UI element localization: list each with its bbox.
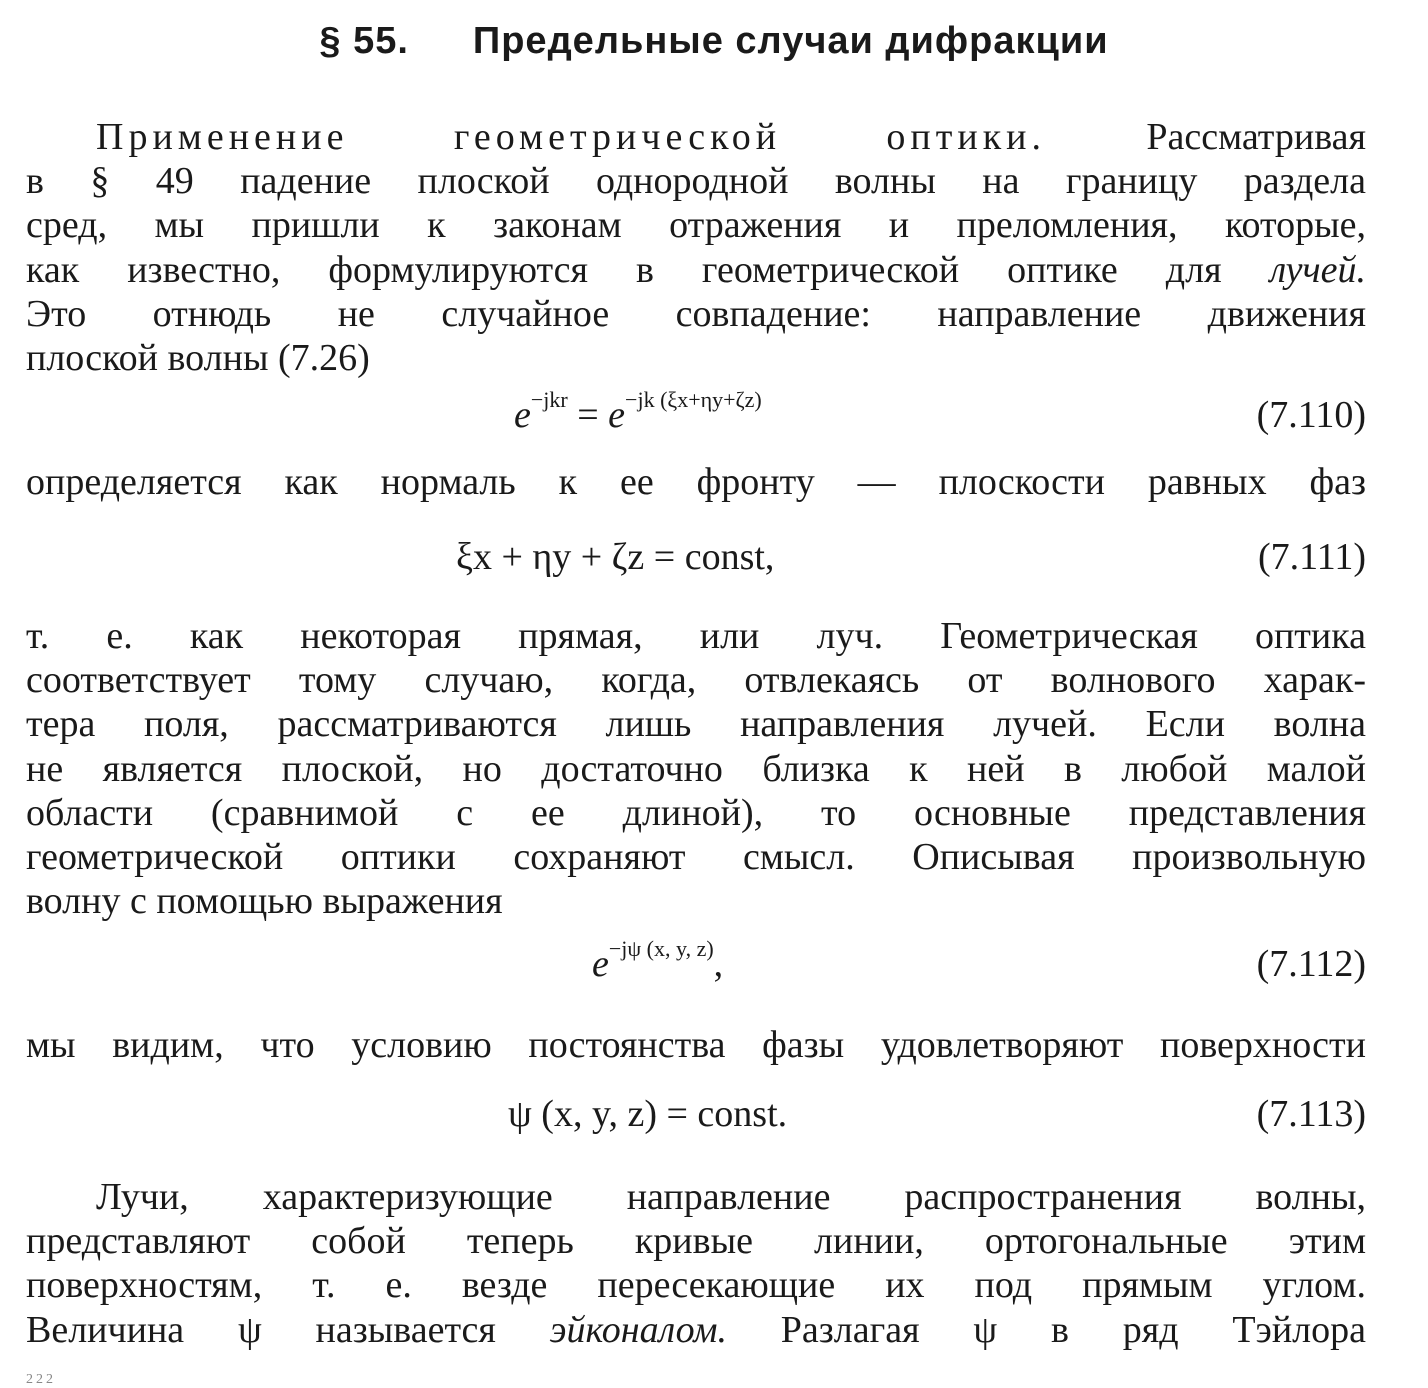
text-line: соответствует тому случаю, когда, отвлекаясь от волнового харак- (26, 659, 1366, 702)
equation-7-110 (26, 387, 1366, 443)
paragraph-lead: Применение геометрической оптики. (96, 116, 1046, 158)
equation-7-113 (26, 1092, 1366, 1142)
paragraph-geometric-optics-intro (26, 115, 1366, 380)
page-number: 222 (26, 1372, 56, 1387)
text-line: поверхностям, т. е. везде пересекающие их под прямым углом. (26, 1264, 1366, 1307)
paragraph-eikonal (26, 1175, 1366, 1352)
text-line: тера поля, рассматриваются лишь направления лучей. Если волна (26, 703, 1366, 746)
text-line: области (сравнимой с ее длиной), то основные представления (26, 791, 1366, 834)
text-line: волну с помощью выражения (26, 880, 503, 923)
equation-7-112 (26, 936, 1366, 992)
equation-number: (7.113) (1256, 1093, 1366, 1135)
equation-formula: ξx + ηy + ζz = const, (456, 536, 775, 578)
text-line: мы видим, что условию постоянства фазы удовлетворяют поверхности (26, 1024, 1366, 1066)
text-line: Лучи, характеризующие направление распространения волны, (96, 1176, 1366, 1218)
text-line: определяется как нормаль к ее фронту — плоскости равных фаз (26, 461, 1366, 503)
text-line: Применение геометрической оптики. Рассматривая (96, 116, 1366, 158)
section-heading (0, 20, 1428, 63)
text-line: сред, мы пришли к законам отражения и преломления, которые, (26, 204, 1366, 247)
text-line: представляют собой теперь кривые линии, ортогональные этим (26, 1220, 1366, 1263)
italic-term: лучей. (1269, 248, 1367, 291)
equation-number: (7.111) (1258, 536, 1366, 578)
text-line: геометрической оптики сохраняют смысл. Описывая произвольную (26, 835, 1366, 878)
paragraph-constant-phase (26, 1023, 1366, 1067)
text-line: в § 49 падение плоской однородной волны на границу раздела (26, 160, 1366, 203)
equation-formula: $e^{-jkr} = e^{-jk (\xi x+\eta y+\zeta z)}$ (514, 387, 762, 436)
equation-formula: $e^{-j\psi (x, y, z)}$, (592, 936, 724, 985)
equation-formula: ψ (x, y, z) = const. (508, 1093, 788, 1135)
text-line: Это отнюдь не случайное совпадение: направление движения (26, 292, 1366, 335)
italic-term: эйконалом. (549, 1308, 727, 1351)
text-line: плоской волны (7.26) (26, 336, 370, 379)
text-line: как известно, формулируются в геометрической оптике для лучей. (26, 248, 1367, 291)
equation-7-111 (26, 535, 1366, 585)
text-line: Величина ψ называется эйконалом. Разлагая ψ в ряд Тэйлора (26, 1308, 1367, 1351)
text-line: т. е. как некоторая прямая, или луч. Геометрическая оптика (26, 615, 1366, 657)
equation-number: (7.110) (1256, 394, 1366, 436)
section-number: § 55. (319, 20, 409, 62)
equation-number: (7.112) (1256, 943, 1366, 985)
paragraph-ray-definition (26, 614, 1366, 923)
section-title: Предельные случаи дифракции (472, 20, 1109, 62)
text-line: не является плоской, но достаточно близка к ней в любой малой (26, 747, 1366, 790)
paragraph-normal-to-front (26, 460, 1366, 504)
